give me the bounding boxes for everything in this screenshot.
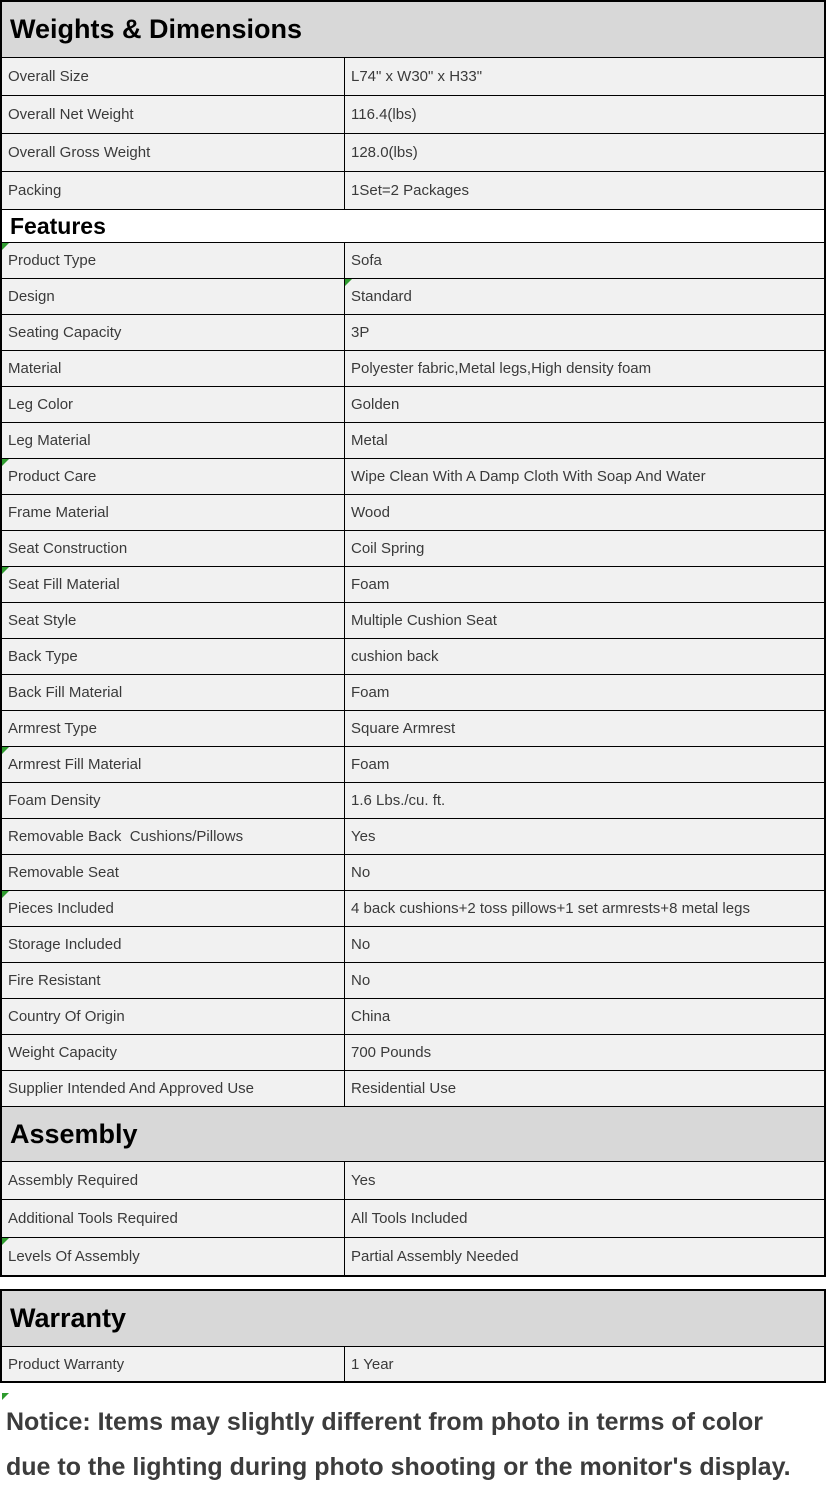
cell-flag-icon <box>2 459 9 466</box>
spec-value: No <box>351 972 371 989</box>
spec-label-cell <box>2 495 345 530</box>
spec-row <box>2 314 824 350</box>
spec-label: Product Type <box>8 252 97 269</box>
spec-label: Seat Fill Material <box>8 576 120 593</box>
spec-label: Weight Capacity <box>8 1044 117 1061</box>
spec-row <box>2 458 824 494</box>
section-title: Features <box>10 212 106 239</box>
spec-value: No <box>351 936 371 953</box>
spec-row <box>2 890 824 926</box>
spec-label-cell <box>2 711 345 746</box>
spec-label: Removable Back Cushions/Pillows <box>8 828 244 845</box>
spec-label-cell <box>2 134 345 171</box>
spec-label-cell <box>2 1162 345 1199</box>
spec-label: Leg Material <box>8 432 91 449</box>
spec-label: Armrest Type <box>8 720 97 737</box>
notice-line-2: due to the lighting during photo shooting or the monitor's display. <box>6 1453 791 1481</box>
spec-row <box>2 95 824 133</box>
spec-value-cell <box>345 711 824 746</box>
spec-value: Foam <box>351 756 390 773</box>
table-gap <box>0 1277 827 1289</box>
spec-label-cell <box>2 675 345 710</box>
spec-row <box>2 494 824 530</box>
spec-value: 3P <box>351 324 370 341</box>
spec-row <box>2 242 824 278</box>
spec-value-cell <box>345 134 824 171</box>
spec-value: All Tools Included <box>351 1210 468 1227</box>
spec-value: Polyester fabric,Metal legs,High density foam <box>351 360 652 377</box>
spec-label: Storage Included <box>8 936 122 953</box>
spec-value-cell <box>345 279 824 314</box>
spec-label-cell <box>2 172 345 209</box>
spec-label: Country Of Origin <box>8 1008 125 1025</box>
spec-value-cell <box>345 387 824 422</box>
spec-row <box>2 926 824 962</box>
section-title: Warranty <box>10 1303 127 1333</box>
spec-value: Yes <box>351 828 376 845</box>
spec-value-cell <box>345 58 824 95</box>
notice <box>0 1393 827 1490</box>
spec-row <box>2 998 824 1034</box>
spec-row <box>2 1346 824 1381</box>
spec-label-cell <box>2 351 345 386</box>
spec-label-cell <box>2 963 345 998</box>
spec-label-cell <box>2 999 345 1034</box>
spec-label-cell <box>2 855 345 890</box>
spec-value: No <box>351 864 371 881</box>
spec-label-cell <box>2 819 345 854</box>
spec-label-cell <box>2 279 345 314</box>
spec-row <box>2 386 824 422</box>
cell-flag-icon <box>2 1393 9 1400</box>
spec-row <box>2 1070 824 1106</box>
spec-label-cell <box>2 315 345 350</box>
spec-label-cell <box>2 639 345 674</box>
spec-label-cell <box>2 1238 345 1275</box>
spec-label: Assembly Required <box>8 1172 139 1189</box>
spec-value-cell <box>345 639 824 674</box>
spec-label-cell <box>2 423 345 458</box>
spec-label: Leg Color <box>8 396 74 413</box>
spec-value: 128.0(lbs) <box>351 144 418 161</box>
spec-value: Golden <box>351 396 400 413</box>
spec-label: Overall Gross Weight <box>8 144 151 161</box>
spec-label: Back Fill Material <box>8 684 123 701</box>
section-header-warranty <box>2 1291 824 1346</box>
spec-row <box>2 1161 824 1199</box>
spec-value: Partial Assembly Needed <box>351 1248 519 1265</box>
spec-value-cell <box>345 1035 824 1070</box>
spec-row <box>2 962 824 998</box>
spec-value-cell <box>345 675 824 710</box>
spec-value: Wipe Clean With A Damp Cloth With Soap And Water <box>351 468 706 485</box>
spec-value: China <box>351 1008 391 1025</box>
spec-label-cell <box>2 1347 345 1381</box>
spec-label: Pieces Included <box>8 900 114 917</box>
spec-value-cell <box>345 423 824 458</box>
spec-label-cell <box>2 891 345 926</box>
spec-label: Frame Material <box>8 504 109 521</box>
spec-row <box>2 422 824 458</box>
spec-value-cell <box>345 96 824 133</box>
spec-value-cell <box>345 603 824 638</box>
spec-label-cell <box>2 1200 345 1237</box>
spec-label: Supplier Intended And Approved Use <box>8 1080 255 1097</box>
spec-label-cell <box>2 459 345 494</box>
cell-flag-icon <box>2 891 9 898</box>
spec-row <box>2 674 824 710</box>
spec-value: Standard <box>351 288 412 305</box>
spec-label-cell <box>2 96 345 133</box>
spec-value-cell <box>345 531 824 566</box>
spec-value-cell <box>345 999 824 1034</box>
spec-label-cell <box>2 243 345 278</box>
spec-label-cell <box>2 927 345 962</box>
spec-value: Foam <box>351 684 390 701</box>
section-title: Assembly <box>10 1118 138 1149</box>
spec-value-cell <box>345 459 824 494</box>
spec-value-cell <box>345 891 824 926</box>
spec-label: Removable Seat <box>8 864 119 881</box>
spec-row <box>2 818 824 854</box>
cell-flag-icon <box>345 279 352 286</box>
spec-value: Wood <box>351 504 390 521</box>
spec-row <box>2 278 824 314</box>
spec-value: L74" x W30" x H33" <box>351 68 483 85</box>
spec-label-cell <box>2 747 345 782</box>
spec-label-cell <box>2 567 345 602</box>
spec-label: Foam Density <box>8 792 101 809</box>
spec-label: Overall Size <box>8 68 89 85</box>
spec-value: 1.6 Lbs./cu. ft. <box>351 792 446 809</box>
spec-value-cell <box>345 243 824 278</box>
spec-row <box>2 350 824 386</box>
spec-value-cell <box>345 1162 824 1199</box>
spec-value: Multiple Cushion Seat <box>351 612 497 629</box>
spec-row <box>2 1237 824 1275</box>
spec-row <box>2 638 824 674</box>
spec-row <box>2 133 824 171</box>
spec-row <box>2 1034 824 1070</box>
spec-value: Metal <box>351 432 388 449</box>
spec-label-cell <box>2 783 345 818</box>
spec-row <box>2 171 824 209</box>
spec-table-warranty <box>0 1289 826 1383</box>
spec-label-cell <box>2 58 345 95</box>
spec-label-cell <box>2 1035 345 1070</box>
spec-value-cell <box>345 819 824 854</box>
spec-label: Material <box>8 360 62 377</box>
spec-label-cell <box>2 531 345 566</box>
spec-row <box>2 854 824 890</box>
spec-label: Seating Capacity <box>8 324 122 341</box>
spec-label-cell <box>2 387 345 422</box>
section-header-weights <box>2 2 824 57</box>
spec-value-cell <box>345 567 824 602</box>
spec-row <box>2 566 824 602</box>
spec-value-cell <box>345 1347 824 1381</box>
cell-flag-icon <box>2 243 9 250</box>
cell-flag-icon <box>2 567 9 574</box>
spec-label: Seat Construction <box>8 540 128 557</box>
spec-value-cell <box>345 1238 824 1275</box>
spec-row <box>2 57 824 95</box>
spec-label-cell <box>2 603 345 638</box>
spec-value: Residential Use <box>351 1080 457 1097</box>
spec-value-cell <box>345 1071 824 1106</box>
spec-label: Levels Of Assembly <box>8 1248 140 1265</box>
spec-value-cell <box>345 172 824 209</box>
section-header-assembly <box>2 1106 824 1161</box>
spec-row <box>2 530 824 566</box>
spec-label: Product Care <box>8 468 97 485</box>
spec-label-cell <box>2 1071 345 1106</box>
section-header-features <box>2 209 824 242</box>
spec-label: Armrest Fill Material <box>8 756 142 773</box>
spec-value-cell <box>345 855 824 890</box>
spec-value: Yes <box>351 1172 376 1189</box>
spec-value-cell <box>345 495 824 530</box>
notice-line-1: Notice: Items may slightly different from photo in terms of color <box>6 1408 764 1436</box>
spec-value: cushion back <box>351 648 439 665</box>
spec-value-cell <box>345 963 824 998</box>
spec-row <box>2 1199 824 1237</box>
spec-value: 1 Year <box>351 1355 394 1373</box>
spec-value: 1Set=2 Packages <box>351 182 470 199</box>
spec-value: Sofa <box>351 252 382 269</box>
spec-value-cell <box>345 927 824 962</box>
spec-value: Foam <box>351 576 390 593</box>
spec-value-cell <box>345 315 824 350</box>
spec-value-cell <box>345 783 824 818</box>
spec-row <box>2 746 824 782</box>
spec-value: 4 back cushions+2 toss pillows+1 set armrests+8 metal legs <box>351 900 750 917</box>
spec-row <box>2 602 824 638</box>
spec-value: Square Armrest <box>351 720 456 737</box>
spec-value: Coil Spring <box>351 540 425 557</box>
spec-label: Back Type <box>8 648 78 665</box>
spec-value-cell <box>345 747 824 782</box>
spec-label: Overall Net Weight <box>8 106 134 123</box>
spec-row <box>2 782 824 818</box>
spec-label: Design <box>8 288 55 305</box>
section-title: Weights & Dimensions <box>10 14 303 44</box>
spec-value-cell <box>345 351 824 386</box>
spec-label: Fire Resistant <box>8 972 101 989</box>
spec-value-cell <box>345 1200 824 1237</box>
spec-label: Packing <box>8 182 62 199</box>
spec-row <box>2 710 824 746</box>
spec-label: Product Warranty <box>8 1355 125 1373</box>
spec-label: Additional Tools Required <box>8 1210 178 1227</box>
spec-value: 700 Pounds <box>351 1044 432 1061</box>
spec-value: 116.4(lbs) <box>351 106 417 123</box>
spec-label: Seat Style <box>8 612 77 629</box>
cell-flag-icon <box>2 747 9 754</box>
cell-flag-icon <box>2 1238 9 1245</box>
